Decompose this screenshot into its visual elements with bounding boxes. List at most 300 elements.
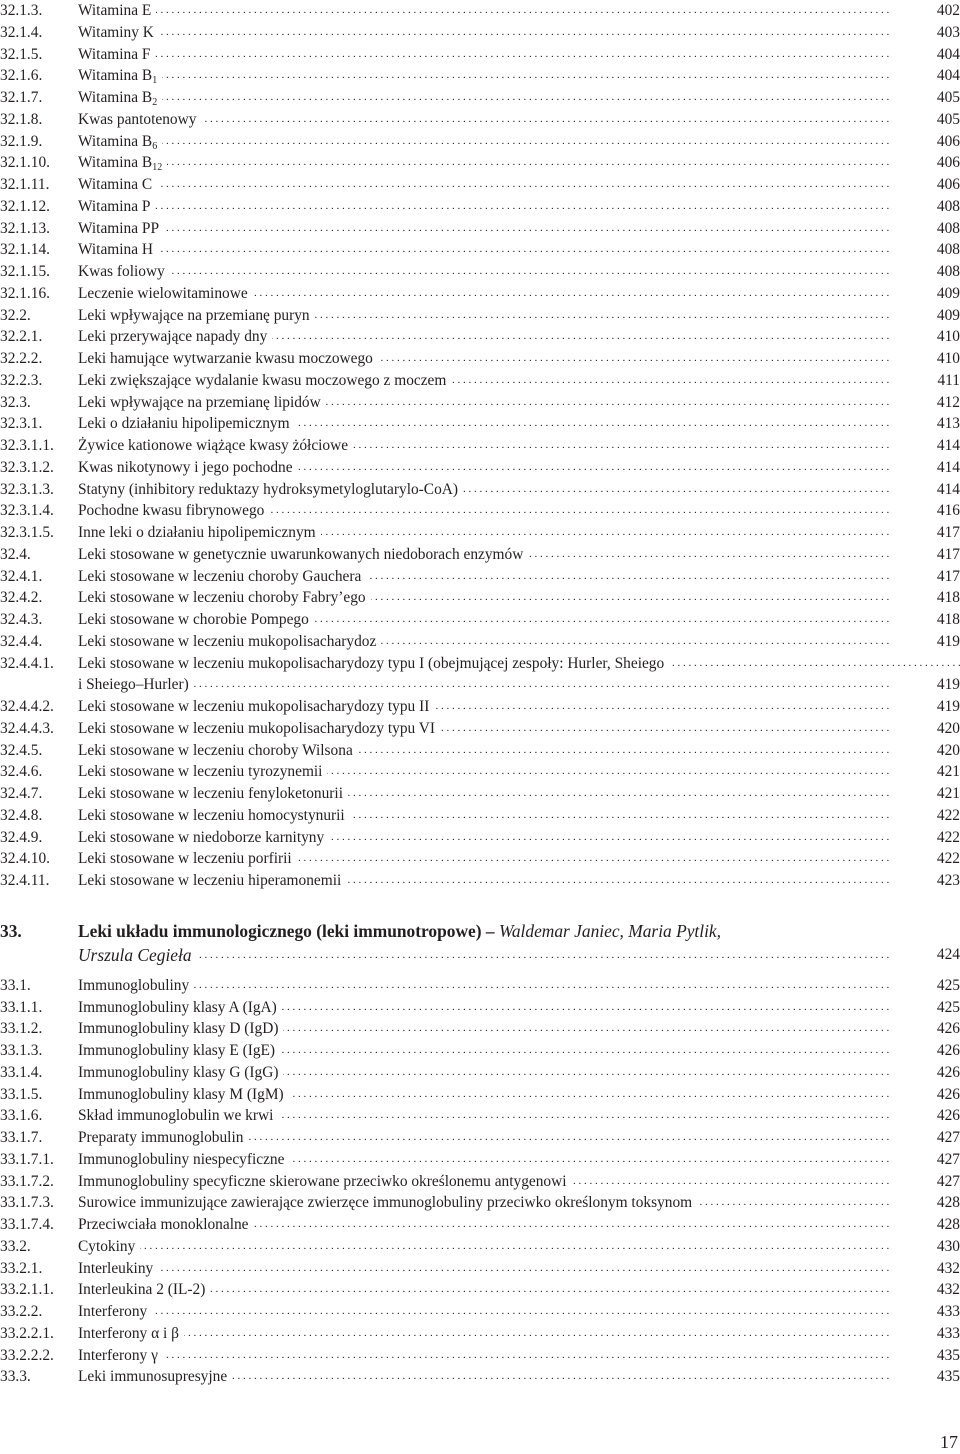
entry-number: 33.1.7.3.	[0, 1194, 54, 1212]
chapter-page: 424	[936, 945, 960, 963]
entry-number: 32.4.11.	[0, 872, 50, 889]
toc-entry	[0, 413, 960, 435]
entry-title	[78, 176, 157, 193]
entry-number: 32.1.13.	[0, 219, 51, 237]
entry-number: 32.4.2.	[0, 589, 43, 607]
toc-entry	[0, 348, 960, 370]
entry-title	[78, 1151, 289, 1168]
toc-entry	[0, 196, 960, 218]
entry-title-text: Witamina E	[78, 2, 152, 19]
entry-title	[78, 1325, 184, 1342]
entry-number: 32.4.8.	[0, 806, 43, 824]
entry-title-text: Witamina B	[78, 67, 153, 85]
entry-number: 32.3.1.1.	[0, 437, 54, 454]
entry-number: 32.4.5.	[0, 741, 43, 759]
entry-number: 33.1.7.1.	[0, 1150, 54, 1168]
toc-entry	[0, 1192, 960, 1214]
entry-page: 410	[936, 350, 960, 367]
entry-title-text: Leki stosowane w chorobie Pompego	[78, 611, 309, 628]
entry-page: 427	[936, 1150, 960, 1168]
entry-number: 32.1.6.	[0, 67, 43, 85]
toc-entry	[0, 131, 960, 153]
entry-number: 33.1.2.	[0, 1020, 43, 1038]
toc-entry	[0, 1301, 960, 1323]
entry-title	[78, 307, 315, 324]
entry-number: 32.4.4.	[0, 632, 43, 650]
entry-title-text: Kwas pantotenowy	[78, 110, 197, 128]
entry-title-cont: i Sheiego–Hurler)	[78, 676, 194, 693]
toc-entry	[0, 239, 960, 261]
toc-entry	[0, 87, 960, 109]
toc-entry	[0, 827, 960, 849]
entry-number: 33.2.2.1.	[0, 1324, 54, 1342]
entry-page: 419	[936, 676, 960, 694]
entry-title-text: Immunoglobuliny specyficzne skierowane przeciwko określonemu antygenowi	[78, 1172, 567, 1190]
entry-page: 404	[936, 67, 960, 85]
entry-title-text: Immunoglobuliny klasy E (IgE)	[78, 1042, 276, 1059]
entry-number: 32.4.4.1.	[0, 654, 54, 672]
entry-number: 32.3.1.2.	[0, 458, 54, 476]
entry-page: 406	[936, 176, 960, 193]
entry-title-text: Witamina F	[78, 45, 151, 63]
entry-title	[78, 720, 440, 737]
entry-page: 419	[936, 698, 960, 715]
entry-page: 427	[936, 1172, 960, 1190]
chapter-authors-cont: Urszula Cegieła	[78, 945, 197, 965]
entry-number: 33.2.2.	[0, 1303, 43, 1320]
toc-section-32-b	[0, 696, 960, 892]
entry-title-text: Immunoglobuliny klasy M (IgM)	[78, 1085, 284, 1103]
entry-page: 433	[936, 1303, 960, 1320]
entry-title-text: Witamina P	[78, 197, 151, 215]
toc-entry	[0, 457, 960, 479]
entry-title	[78, 89, 162, 106]
entry-page: 408	[936, 219, 960, 237]
page-number: 17	[940, 1432, 958, 1452]
toc-entry	[0, 566, 960, 588]
entry-title-text: Interleukiny	[78, 1259, 154, 1277]
entry-number: 32.3.1.5.	[0, 524, 54, 541]
entry-title-text: Leki stosowane w leczeniu tyrozynemii	[78, 763, 323, 781]
entry-number: 32.3.1.3.	[0, 480, 54, 498]
toc-entry	[0, 718, 960, 740]
entry-page: 426	[936, 1020, 960, 1038]
entry-title-text: Leki stosowane w leczeniu mukopolisacharydozy typu VI	[78, 719, 436, 737]
entry-title	[78, 785, 348, 802]
entry-page: 406	[936, 132, 960, 150]
entry-number: 32.4.4.3.	[0, 719, 54, 737]
entry-page: 435	[936, 1368, 960, 1386]
entry-title-text: Kwas nikotynowy i jego pochodne	[78, 458, 293, 476]
entry-number: 32.1.7.	[0, 89, 43, 106]
entry-page: 427	[936, 1129, 960, 1146]
entry-title-text: Leki o działaniu hipolipemicznym	[78, 415, 290, 433]
entry-title	[78, 24, 159, 41]
entry-title	[78, 829, 329, 846]
entry-title	[78, 589, 371, 606]
entry-page: 418	[936, 589, 960, 607]
entry-title-text: Interferony	[78, 1303, 148, 1320]
entry-title	[78, 154, 167, 174]
entry-title-text: Witamina B	[78, 154, 153, 172]
entry-subscript: 2	[152, 97, 158, 108]
chapter-number: 33.	[0, 920, 22, 941]
entry-subscript: 12	[152, 162, 163, 174]
entry-title	[78, 285, 253, 302]
entry-page: 413	[936, 415, 960, 433]
entry-page: 426	[936, 1085, 960, 1103]
entry-title	[78, 220, 164, 237]
entry-title-text: Interferony γ	[78, 1346, 158, 1364]
entry-page: 418	[936, 611, 960, 628]
entry-title	[78, 1303, 152, 1320]
entry-number: 32.2.	[0, 306, 31, 324]
toc-entry	[0, 479, 960, 501]
entry-title	[78, 1107, 278, 1124]
entry-title-text: Witamina PP	[78, 219, 160, 237]
entry-title-text: Żywice kationowe wiążące kwasy żółciowe	[78, 437, 349, 454]
entry-title	[78, 1173, 572, 1190]
entry-title	[78, 198, 155, 215]
entry-page: 402	[936, 2, 960, 19]
toc-entry	[0, 1323, 960, 1345]
toc-entry	[0, 1214, 960, 1236]
entry-page: 403	[936, 23, 960, 41]
toc-entry	[0, 1127, 960, 1149]
entry-page: 404	[936, 45, 960, 63]
toc-entry	[0, 392, 960, 414]
entry-title-text: Immunoglobuliny klasy A (IgA)	[78, 998, 277, 1016]
entry-page: 422	[936, 850, 960, 868]
toc-entry	[0, 997, 960, 1019]
entry-title-text: Interferony α i β	[78, 1324, 179, 1342]
entry-title-text: Witamina C	[78, 176, 153, 193]
entry-title	[78, 1042, 280, 1059]
entry-number: 32.3.	[0, 393, 31, 411]
entry-number: 33.1.7.	[0, 1129, 43, 1146]
entry-number: 32.1.10.	[0, 154, 51, 172]
entry-page: 414	[936, 437, 960, 454]
entry-number: 32.2.2.	[0, 350, 43, 367]
toc-entry	[0, 761, 960, 783]
entry-page: 422	[936, 828, 960, 846]
entry-title	[78, 1347, 163, 1364]
entry-number: 32.1.11.	[0, 176, 50, 193]
entry-title	[78, 394, 326, 411]
entry-page: 406	[936, 154, 960, 172]
entry-title-text: Leki hamujące wytwarzanie kwasu moczowego	[78, 350, 373, 367]
entry-page: 409	[936, 306, 960, 324]
chapter-heading-cont	[0, 943, 960, 967]
entry-number: 33.1.	[0, 976, 31, 994]
toc-entry	[0, 1171, 960, 1193]
entry-title	[78, 133, 162, 150]
toc-entry	[0, 544, 960, 566]
entry-number: 32.4.6.	[0, 763, 43, 781]
entry-title	[78, 111, 201, 128]
entry-title	[78, 1064, 283, 1081]
toc-entry	[0, 65, 960, 87]
entry-title-text: Surowice immunizujące zawierające zwierzęce immunoglobuliny przeciwko określonym toksynom	[78, 1194, 693, 1212]
entry-page: 408	[936, 197, 960, 215]
entry-number: 32.1.4.	[0, 23, 43, 41]
toc-entry-multiline	[0, 653, 960, 675]
entry-page: 410	[936, 328, 960, 346]
entry-page: 408	[936, 263, 960, 280]
toc-entry	[0, 1366, 960, 1388]
toc-entry	[0, 609, 960, 631]
entry-page: 430	[936, 1237, 960, 1255]
entry-title-text: Immunoglobuliny klasy G (IgG)	[78, 1063, 279, 1081]
entry-page: 433	[936, 1324, 960, 1342]
entry-title	[78, 263, 170, 280]
entry-number: 33.2.	[0, 1237, 31, 1255]
entry-number: 32.1.3.	[0, 2, 43, 19]
entry-page: 420	[936, 719, 960, 737]
entry-title-text: Kwas foliowy	[78, 263, 165, 280]
entry-title: Leki stosowane w leczeniu mukopolisacharydozy typu I (obejmującej zespoły: Hurler, Sheiego	[78, 655, 669, 672]
toc-entry	[0, 1084, 960, 1106]
toc-entry	[0, 1040, 960, 1062]
toc-entry	[0, 522, 960, 544]
entry-number: 32.4.	[0, 545, 31, 563]
entry-number: 32.4.10.	[0, 850, 51, 868]
entry-page: 411	[937, 371, 960, 389]
entry-title-text: Interleukina 2 (IL-2)	[78, 1281, 206, 1299]
toc-entry	[0, 1105, 960, 1127]
entry-title-text: Leki stosowane w leczeniu hiperamonemii	[78, 872, 342, 889]
entry-title-text: Leczenie wielowitaminowe	[78, 284, 248, 302]
entry-title-text: Leki wpływające na przemianę lipidów	[78, 393, 321, 411]
entry-title-text: Statyny (inhibitory reduktazy hydroksymetyloglutarylo-CoA)	[78, 480, 459, 498]
toc-entry	[0, 370, 960, 392]
entry-title-text: Witamina B	[78, 132, 153, 150]
entry-page: 421	[936, 785, 960, 802]
toc-entry	[0, 152, 960, 174]
entry-title	[78, 999, 282, 1016]
toc-entry	[0, 587, 960, 609]
toc-entry-multiline-cont	[0, 674, 960, 696]
entry-title-text: Cytokiny	[78, 1237, 136, 1255]
toc-section-33	[0, 975, 960, 1388]
entry-title	[78, 763, 327, 780]
entry-title	[78, 1086, 289, 1103]
entry-page: 426	[936, 1063, 960, 1081]
entry-title-text: Leki stosowane w leczeniu homocystynurii	[78, 806, 345, 824]
entry-page: 414	[936, 480, 960, 498]
entry-title-text: Leki stosowane w leczeniu fenyloketonurii	[78, 785, 343, 802]
toc-entry	[0, 261, 960, 283]
entry-page: 405	[936, 89, 960, 106]
entry-number: 33.2.1.1.	[0, 1281, 54, 1299]
entry-number: 32.1.14.	[0, 241, 51, 259]
entry-title-text: Witamina B	[78, 89, 153, 106]
toc-entry	[0, 740, 960, 762]
toc-entry	[0, 870, 960, 892]
entry-number: 33.2.1.	[0, 1259, 43, 1277]
entry-title	[78, 1216, 254, 1233]
entry-number: 32.2.3.	[0, 371, 43, 389]
entry-number: 32.4.1.	[0, 567, 43, 585]
entry-title	[78, 502, 269, 519]
toc-entry	[0, 1258, 960, 1280]
entry-title	[78, 742, 358, 759]
toc-entry	[0, 696, 960, 718]
entry-title-text: Witamina H	[78, 241, 154, 259]
entry-number: 33.1.4.	[0, 1063, 43, 1081]
entry-page: 435	[936, 1346, 960, 1364]
entry-number: 32.1.12.	[0, 197, 51, 215]
entry-number: 33.1.6.	[0, 1107, 43, 1125]
entry-number: 33.1.1.	[0, 998, 43, 1016]
toc-entry	[0, 848, 960, 870]
toc-entry	[0, 0, 960, 22]
entry-title-text: Preparaty immunoglobulin	[78, 1129, 244, 1146]
entry-title-text: Immunoglobuliny	[78, 976, 190, 994]
entry-title	[78, 2, 156, 19]
entry-title-text: Leki stosowane w leczeniu choroby Wilsona	[78, 741, 353, 759]
entry-title-text: Leki stosowane w leczeniu mukopolisacharydozy typu II	[78, 698, 430, 715]
entry-page: 412	[936, 393, 960, 411]
entry-number: 32.3.1.	[0, 415, 43, 433]
entry-page: 428	[936, 1194, 960, 1212]
entry-title-text: Leki stosowane w leczeniu choroby Fabry’ego	[78, 589, 366, 607]
entry-title	[78, 698, 434, 715]
entry-number: 32.1.5.	[0, 45, 43, 63]
chapter-title: Leki układu immunologicznego (leki immunotropowe) –	[78, 920, 495, 941]
chapter-authors: Waldemar Janiec, Maria Pytlik,	[498, 920, 721, 941]
entry-number: 32.4.9.	[0, 828, 43, 846]
entry-title	[78, 546, 528, 563]
entry-title-text: Witaminy K	[78, 23, 154, 41]
entry-title-text: Leki przerywające napady dny	[78, 328, 268, 346]
entry-title-text: Leki zwiększające wydalanie kwasu moczowego z moczem	[78, 371, 447, 389]
entry-title	[78, 1129, 248, 1146]
entry-title-text: Leki stosowane w niedoborze karnityny	[78, 828, 325, 846]
entry-number: 32.1.9.	[0, 132, 43, 150]
entry-title-text: Leki wpływające na przemianę puryn	[78, 306, 310, 324]
toc-entry	[0, 326, 960, 348]
entry-title	[78, 415, 295, 432]
entry-page: 426	[936, 1107, 960, 1125]
entry-page: 432	[936, 1259, 960, 1277]
toc-entry	[0, 805, 960, 827]
entry-title	[78, 481, 463, 498]
entry-page: 425	[936, 998, 960, 1016]
entry-title-text: Leki stosowane w leczeniu choroby Gauchera	[78, 567, 362, 585]
entry-title	[78, 46, 155, 63]
toc-section-32	[0, 0, 960, 653]
entry-title-text: Immunoglobuliny niespecyficzne	[78, 1150, 285, 1168]
entry-title	[78, 67, 162, 87]
entry-title-text: Immunoglobuliny klasy D (IgD)	[78, 1020, 279, 1038]
entry-page: 405	[936, 110, 960, 128]
entry-title	[78, 568, 366, 585]
entry-page: 416	[936, 502, 960, 520]
entry-title	[78, 372, 451, 389]
entry-title	[78, 350, 378, 367]
entry-title	[78, 1238, 140, 1255]
entry-subscript: 1	[152, 75, 158, 87]
toc-entry	[0, 975, 960, 997]
entry-page: 422	[936, 806, 960, 824]
toc-entry	[0, 283, 960, 305]
entry-title	[78, 807, 350, 824]
entry-title	[78, 611, 314, 628]
entry-page: 408	[936, 241, 960, 259]
entry-title	[78, 459, 298, 476]
toc-entry	[0, 1279, 960, 1301]
entry-page: 417	[936, 567, 960, 585]
entry-title-text: Leki stosowane w leczeniu mukopolisacharydoz	[78, 632, 377, 650]
entry-title	[78, 977, 194, 994]
entry-number: 32.4.4.2.	[0, 698, 54, 715]
entry-page: 419	[936, 632, 960, 650]
entry-number: 32.4.3.	[0, 611, 43, 628]
entry-page: 414	[936, 458, 960, 476]
entry-number: 33.2.2.2.	[0, 1346, 54, 1364]
entry-title	[78, 1194, 697, 1211]
toc-entry	[0, 305, 960, 327]
toc-entry	[0, 109, 960, 131]
entry-title-text: Skład immunoglobulin we krwi	[78, 1107, 274, 1125]
entry-number: 32.3.1.4.	[0, 502, 54, 520]
entry-number: 32.2.1.	[0, 328, 43, 346]
entry-title-text: Leki stosowane w leczeniu porfirii	[78, 850, 292, 868]
toc-entry	[0, 631, 960, 653]
toc-entry	[0, 435, 960, 457]
entry-title	[78, 437, 353, 454]
toc-entry	[0, 174, 960, 196]
entry-title	[78, 1020, 283, 1037]
entry-number: 33.3.	[0, 1368, 31, 1386]
entry-page: 426	[936, 1042, 960, 1059]
toc-entry	[0, 1149, 960, 1171]
entry-number: 32.1.15.	[0, 263, 51, 280]
entry-title-text: Leki immunosupresyjne	[78, 1368, 228, 1386]
entry-title	[78, 633, 381, 650]
toc-entry	[0, 218, 960, 240]
entry-number: 32.1.16.	[0, 284, 51, 302]
entry-page: 423	[936, 872, 960, 889]
entry-page: 425	[936, 976, 960, 994]
entry-title	[78, 850, 297, 867]
entry-number: 33.1.5.	[0, 1085, 43, 1103]
entry-title	[78, 328, 272, 345]
toc-entry	[0, 1236, 960, 1258]
entry-title	[78, 1260, 158, 1277]
entry-page: 421	[936, 763, 960, 781]
entry-title	[78, 241, 158, 258]
entry-title	[78, 872, 346, 889]
entry-subscript: 6	[152, 140, 158, 152]
toc-entry	[0, 500, 960, 522]
entry-title	[78, 1368, 232, 1385]
chapter-heading	[0, 919, 960, 943]
toc-entry	[0, 44, 960, 66]
entry-page: 420	[936, 741, 960, 759]
entry-title-text: Leki stosowane w genetycznie uwarunkowanych niedoborach enzymów	[78, 545, 524, 563]
entry-number: 33.1.7.2.	[0, 1172, 54, 1190]
entry-page: 428	[936, 1216, 960, 1233]
toc-entry	[0, 1018, 960, 1040]
toc-entry	[0, 22, 960, 44]
entry-number: 33.1.3.	[0, 1042, 43, 1059]
entry-page: 432	[936, 1281, 960, 1299]
entry-title-text: Przeciwciała monoklonalne	[78, 1216, 249, 1233]
entry-number: 33.1.7.4.	[0, 1216, 54, 1233]
entry-number: 32.1.8.	[0, 110, 43, 128]
